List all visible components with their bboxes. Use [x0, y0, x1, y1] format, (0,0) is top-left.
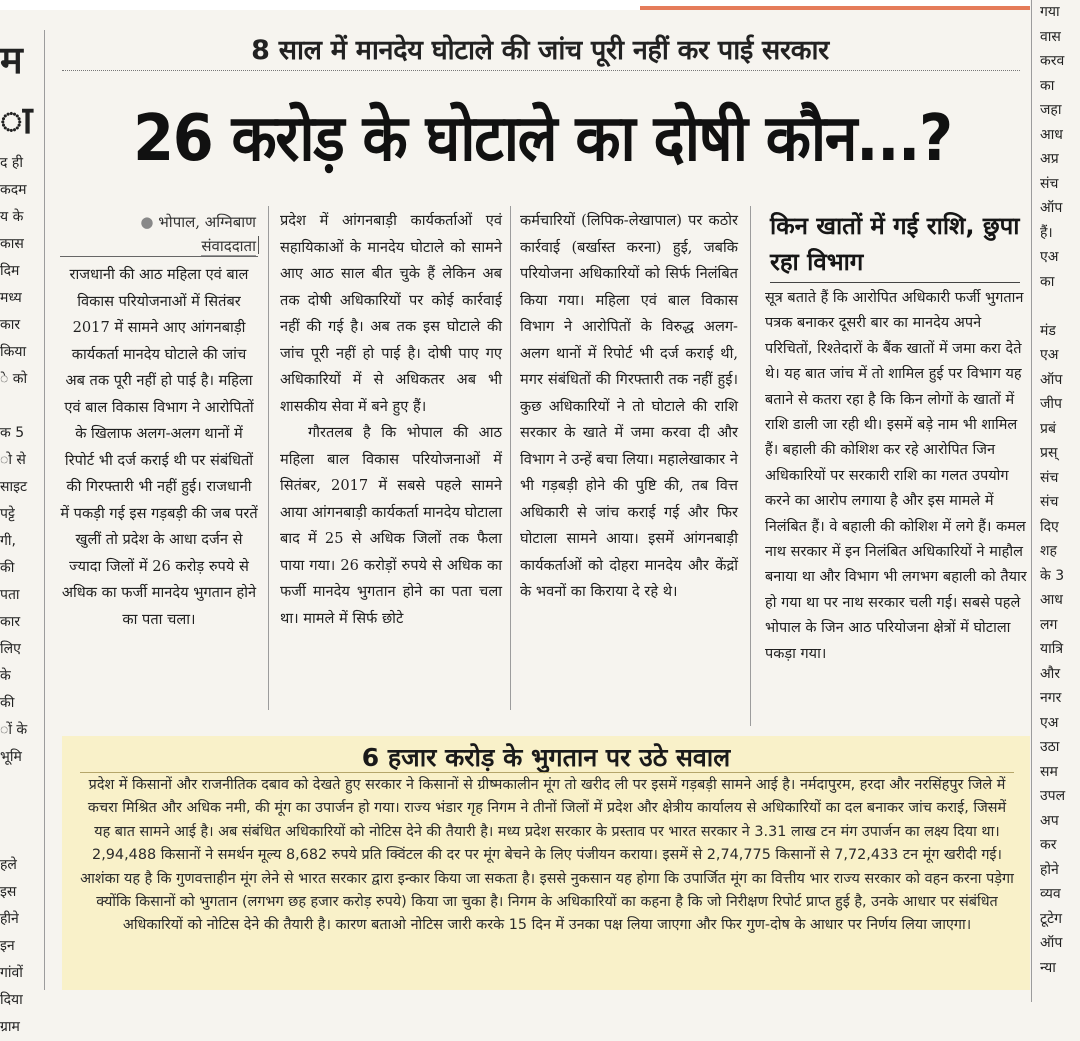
right-fragment-line: नगर — [1040, 690, 1062, 706]
left-fragment-line: य के — [0, 209, 24, 225]
side-story-text: सूत्र बताते हैं कि आरोपित अधिकारी फर्जी भुगतान पत्रक बनाकर दूसरी बार का मानदेय अपने परिचितों, रिश्तेदारों के बैंक खातों में जमा करा देते थे। यह बात जांच में तो शामिल हुई पर विभाग यह बताने से कतरा रहा है कि किन लोगों के खातों में राशि डाली जा रही थी। इसमें बड़े नाम भी शामिल हैं। बहाली की कोशिश कर रहे आरोपित जिन अधिकारियों पर सरकारी राशि का गलत उपयोग करने का आरोप लगाया है और इस मामले में निलंबित हैं। वे बहाली की कोशिश में लगे हैं। कमल नाथ सरकार में इन निलंबित अधिकारियों ने माहौल बनाया था और विभाग भी लगभग बहाली को तैयार हो गया था पर नाथ सरकार चली गई। सबसे पहले भोपाल के जिन आठ परियोजना क्षेत्रों में घोटाला पकड़ा गया। — [765, 290, 1027, 662]
column-2-paragraph-1: प्रदेश में आंगनबाड़ी कार्यकर्ताओं एवं सहायिकाओं के मानदेय घोटाले को सामने आए आठ साल बीत चुके हैं लेकिन अब तक दोषी अधिकारियों पर कोई कार्रवाई नहीं की गई है। अब तक इस घोटाले की जांच पूरी नहीं हो पाई है। दोषी पाए गए अधिकारियों में से अधिकतर अब भी शासकीय सेवा में बने हुए हैं। — [280, 212, 502, 415]
left-fragment-line: कदम — [0, 182, 27, 198]
left-fragment-line — [0, 393, 34, 420]
left-fragment-line: की — [0, 695, 15, 711]
right-fragment-line: न्या — [1040, 959, 1056, 976]
left-fragment-line: े को — [0, 371, 28, 387]
left-fragment-line: साइट — [0, 479, 28, 495]
left-fragment-line: कार — [0, 317, 21, 333]
left-fragment-line: पता — [0, 587, 20, 603]
right-fragment-line: के 3 — [1040, 567, 1065, 584]
left-fragment-line — [0, 825, 34, 852]
right-column-fragment — [1040, 0, 1080, 980]
right-fragment-line: करव — [1040, 53, 1065, 69]
side-story-title: किन खातों में गई राशि, छुपा रहा विभाग — [770, 212, 1020, 276]
byline-rule — [60, 256, 258, 257]
right-fragment-line: आध — [1040, 592, 1063, 608]
left-fragment-line: भूमि — [0, 749, 22, 765]
column-divider — [268, 206, 269, 710]
left-fragment-line: मध्य — [0, 290, 22, 306]
column-1-text: राजधानी की आठ महिला एवं बाल विकास परियोजनाओं में सितंबर 2017 में सामने आए आंगनबाड़ी कार्यकर्ता मानदेय घोटाले की जांच अब तक पूरी नहीं हो पाई है। महिला एवं बाल विकास विभाग ने आरोपितों के खिलाफ अलग-अलग थानों में रिपोर्ट भी दर्ज कराई थी पर संबंधितों की गिरफ्तारी भी नहीं हुई। राजधानी में पकड़ी गई इस गड़बड़ी की जब परतें खुलीं तो प्रदेश के आधा दर्जन से ज्यादा जिलों में 26 करोड़ रुपये से अधिक का फर्जी मानदेय भुगतान होने का पता चला। — [60, 266, 258, 628]
left-fragment-line: हले — [0, 857, 17, 873]
left-fragment-line: ग्राम — [0, 1019, 20, 1035]
left-fragment-line: पट्टे — [0, 506, 15, 522]
left-column-divider — [44, 30, 45, 990]
bottom-box-title: 6 हजार करोड़ के भुगतान पर उठे सवाल — [361, 743, 731, 772]
right-fragment-line: एअ — [1040, 714, 1059, 731]
right-fragment-line: कर — [1040, 837, 1057, 853]
left-fragment-line: के — [0, 668, 11, 684]
right-fragment-line: जहा — [1040, 102, 1062, 118]
left-fragment-line — [0, 771, 34, 798]
right-fragment-line: ऑप — [1040, 200, 1063, 216]
right-fragment-line: लग — [1040, 616, 1058, 633]
right-fragment-line: और — [1040, 665, 1061, 682]
left-fragment-line: कार — [0, 614, 21, 630]
left-fragment-line: द ही — [0, 155, 23, 171]
right-fragment-line: संच — [1040, 175, 1059, 192]
left-fragment-line: क 5 — [0, 425, 25, 441]
article-column-3 — [520, 208, 738, 606]
right-fragment-line: होने — [1040, 861, 1059, 878]
left-fragment-line: दिया — [0, 992, 23, 1008]
right-column-divider — [1031, 0, 1032, 1002]
right-fragment-line: दिए — [1040, 518, 1059, 535]
top-accent-line — [640, 6, 1030, 10]
left-fragment-line: ा — [0, 98, 33, 142]
byline — [90, 210, 256, 258]
left-fragment-line: की — [0, 560, 15, 576]
right-fragment-line: हैं। — [1040, 224, 1053, 241]
right-fragment-line: एअ — [1040, 347, 1059, 363]
right-fragment-line: सम — [1040, 763, 1058, 780]
left-fragment-line: म — [0, 38, 23, 82]
right-fragment-line: एअ — [1040, 249, 1059, 265]
right-fragment-line: यात्रि — [1040, 641, 1064, 657]
bottom-box-rule — [80, 772, 1014, 773]
right-fragment-line: व्यव — [1040, 886, 1061, 902]
left-fragment-line: लिए — [0, 641, 21, 657]
right-fragment-line: मंड — [1040, 322, 1056, 339]
right-fragment-line: का — [1040, 273, 1055, 290]
right-fragment-line: अप — [1040, 812, 1059, 829]
bottom-box-text: प्रदेश में किसानों और राजनीतिक दबाव को देखते हुए सरकार ने किसानों से ग्रीष्मकालीन मूंग तो खरीद ली पर इसमें गड़बड़ी सामने आई है। नर्मदापुरम, हरदा और नरसिंहपुर जिले में कचरा मिश्रित और अधिक नमी, की मूंग का उपार्जन हो गया। राज्य भंडार गृह निगम ने तीनों जिलों में प्रदेश और क्षेत्रीय कार्यालय से अधिकारियों का दल बनाकर जांच कराई, जिसमें यह बात सामने आई है। अब संबंधित अधिकारियों को नोटिस देने की तैयारी है। मध्य प्रदेश सरकार के प्रस्ताव पर भारत सरकार ने 3.31 लाख टन मंग उपार्जन का लक्ष्य दिया था। 2,94,488 किसानों ने समर्थन मूल्य 8,682 रुपये प्रति क्विंटल की दर पर मूंग बेचने के लिए पंजीयन कराया। इसमें से 2,74,775 किसानों से 7,72,433 टन मूंग खरीदी गई। आशंका यह है कि गुणवत्ताहीन मूंग लेने से भारत सरकार द्वारा इन्कार किया जा सकता है। इससे नुकसान यह होगा कि उपार्जित मूंग का वित्तीय भार राज्य सरकार को वहन करना पड़ेगा क्योंकि किसानों को भुगतान (लगभग छह हजार करोड़ रुपये) किया जा चुका है। निगम के अधिकारियों का कहना है कि जो निरीक्षण रिपोर्ट प्राप्त हुई है, उनके आधार पर संबंधित अधिकारियों को नोटिस देने की तैयारी है। कारण बताओ नोटिस जारी करके 15 दिन में उनका पक्ष लिया जाएगा और फिर गुण-दोष के आधार पर निर्णय लिया जाएगा। — [80, 777, 1014, 934]
right-fragment-line: प्रस् — [1040, 445, 1058, 461]
right-fragment-line: आध — [1040, 126, 1063, 143]
kicker-rule — [62, 70, 1020, 71]
left-fragment-line: गी, — [0, 533, 16, 549]
byline-tick — [258, 236, 259, 254]
left-fragment-line: ों के — [0, 722, 28, 738]
column-2-paragraph-2: गौरतलब है कि भोपाल की आठ महिला बाल विकास परियोजनाओं में सितंबर, 2017 में सबसे पहले सामने आया आंगनबाड़ी कार्यकर्ता मानदेय घोटाला बाद में 25 से अधिक जिलों तक फैला पाया गया। 26 करोड़ों रुपये से अधिक का फर्जी मानदेय भुगतान होने का पता चला था। मामले में सिर्फ छोटे — [280, 424, 502, 627]
right-fragment-line: ऑप — [1040, 935, 1063, 951]
right-fragment-line: का — [1040, 77, 1055, 94]
left-fragment-line — [0, 798, 34, 825]
right-fragment-line: गया — [1040, 4, 1060, 20]
left-fragment-line: हीने — [0, 911, 19, 927]
right-fragment-line: वास — [1040, 28, 1061, 45]
right-fragment-line: प्रबं — [1040, 420, 1056, 437]
left-fragment-line: दिम — [0, 263, 20, 279]
byline-role: संवाददाता — [201, 237, 256, 255]
right-fragment-line: संच — [1040, 469, 1059, 486]
left-fragment-line: किया — [0, 344, 27, 360]
main-headline: 26 करोड़ के घोटाले का दोषी कौन...? — [133, 102, 952, 176]
right-fragment-line: उपल — [1040, 788, 1066, 804]
right-fragment-line: उठा — [1040, 739, 1060, 755]
article-column-2 — [280, 208, 502, 632]
byline-place: भोपाल, अग्निबाण — [158, 213, 256, 231]
right-fragment-line — [1040, 294, 1080, 319]
bullet-icon: ● — [140, 213, 154, 231]
left-fragment-line: ो से — [0, 452, 26, 468]
column-3-text: कर्मचारियों (लिपिक-लेखापाल) पर कठोर कार्रवाई (बर्खास्त करना) हुई, जबकि परियोजना अधिकारियों को सिर्फ निलंबित किया गया। महिला एवं बाल विकास विभाग ने आरोपितों के विरुद्ध अलग-अलग थानों में रिपोर्ट भी दर्ज कराई थी, मगर संबंधितों की गिरफ्तारी तक नहीं हुई। कुछ अधिकारियों ने तो घोटाले की राशि सरकार के खाते में जमा करवा दी और विभाग ने उन्हें बचा लिया। महालेखाकार ने भी गड़बड़ी होने की पुष्टि की, तब वित्त अधिकारी से जांच कराई गई और फिर घोटाला सामने आया। इसमें आंगनबाड़ी कार्यकर्ताओं को दोहरा मानदेय और केंद्रों के भवनों का किराया दे रहे थे। — [520, 212, 738, 600]
left-fragment-line: इस — [0, 884, 17, 900]
column-divider — [750, 206, 751, 726]
left-fragment-line: कास — [0, 236, 24, 252]
column-divider — [510, 206, 511, 710]
right-fragment-line: जीप — [1040, 396, 1062, 412]
left-fragment-line: इन — [0, 938, 15, 954]
right-fragment-line: ऑप — [1040, 371, 1063, 388]
left-column-fragment — [0, 30, 34, 1041]
right-fragment-line: संच — [1040, 494, 1059, 510]
right-fragment-line: शह — [1040, 543, 1057, 559]
side-story-rule — [770, 282, 1020, 283]
right-fragment-line: टूटेग — [1040, 910, 1062, 927]
right-fragment-line: अप्र — [1040, 151, 1059, 167]
left-fragment-line: गांवों — [0, 965, 23, 981]
kicker-headline: 8 साल में मानदेय घोटाले की जांच पूरी नहीं कर पाई सरकार — [251, 35, 829, 66]
article-column-1 — [60, 262, 258, 633]
